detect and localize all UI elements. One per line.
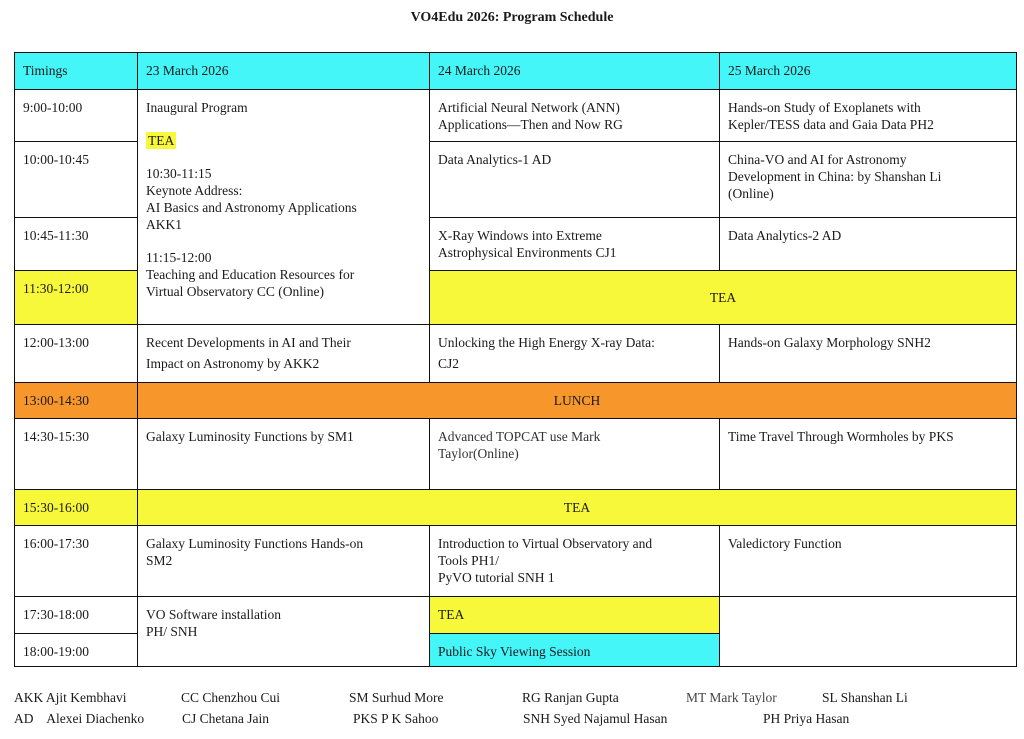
- time-cell: 14:30-15:30: [15, 419, 138, 490]
- session-text: CJ2: [438, 356, 460, 371]
- keynote-title: AI Basics and Astronomy Applications: [146, 200, 357, 215]
- keynote-label: Keynote Address:: [146, 183, 243, 198]
- schedule-row: [15, 597, 1017, 634]
- day1-morning-block: [138, 90, 430, 325]
- time-cell: 10:00-10:45: [15, 142, 138, 218]
- session-cell: [430, 325, 720, 383]
- header-row: [15, 53, 1017, 90]
- session-cell: [430, 419, 720, 490]
- session-text: Hands-on Study of Exoplanets with: [728, 100, 921, 115]
- session-cell: [430, 90, 720, 142]
- teaching-title-line2: Virtual Observatory CC (Online): [146, 284, 325, 299]
- session-text: VO Software installation: [146, 607, 281, 622]
- session-text: Astrophysical Environments CJ1: [438, 245, 617, 260]
- schedule-row: [15, 490, 1017, 526]
- keynote-time: 10:30-11:15: [146, 166, 212, 181]
- session-text: Kepler/TESS data and Gaia Data PH2: [728, 117, 934, 132]
- time-cell: 13:00-14:30: [15, 383, 138, 419]
- time-cell: 12:00-13:00: [15, 325, 138, 383]
- legend-item: CC Chenzhou Cui: [181, 690, 281, 705]
- schedule-row: [15, 325, 1017, 383]
- session-text: Advanced TOPCAT use Mark: [438, 429, 601, 444]
- legend-item: PH Priya Hasan: [763, 711, 850, 726]
- session-cell: Hands-on Galaxy Morphology SNH2: [720, 325, 1017, 383]
- tea-break-1530: TEA: [138, 490, 1017, 526]
- teaching-time: 11:15-12:00: [146, 250, 212, 265]
- session-text: China-VO and AI for Astronomy: [728, 152, 907, 167]
- empty-cell: [720, 597, 1017, 667]
- time-cell: 17:30-18:00: [15, 597, 138, 634]
- tea-break-1130: TEA: [430, 271, 1017, 325]
- time-cell: 9:00-10:00: [15, 90, 138, 142]
- legend-item: PKS P K Sahoo: [353, 711, 439, 726]
- header-timings: Timings: [15, 53, 138, 90]
- header-day1: 23 March 2026: [138, 53, 430, 90]
- session-text: (Online): [728, 186, 774, 201]
- time-cell: 15:30-16:00: [15, 490, 138, 526]
- session-text: Development in China: by Shanshan Li: [728, 169, 942, 184]
- session-text: Unlocking the High Energy X-ray Data:: [438, 335, 655, 350]
- keynote-speaker: AKK1: [146, 217, 182, 232]
- schedule-row: [15, 383, 1017, 419]
- session-text: Introduction to Virtual Observatory and: [438, 536, 653, 551]
- lunch-break: LUNCH: [138, 383, 1017, 419]
- session-text: Galaxy Luminosity Functions Hands-on: [146, 536, 364, 551]
- header-day3: 25 March 2026: [720, 53, 1017, 90]
- legend-item: RG Ranjan Gupta: [522, 690, 619, 705]
- schedule-table: [14, 52, 1017, 667]
- session-cell: [430, 526, 720, 597]
- legend-item: SM Surhud More: [349, 690, 444, 705]
- time-cell: 16:00-17:30: [15, 526, 138, 597]
- session-text: Taylor(Online): [438, 446, 519, 461]
- legend-item: AD Alexei Diachenko: [14, 711, 145, 726]
- session-text: Recent Developments in AI and Their: [146, 335, 351, 350]
- session-cell: [430, 218, 720, 271]
- session-cell: Data Analytics-2 AD: [720, 218, 1017, 271]
- teaching-title-line1: Teaching and Education Resources for: [146, 267, 355, 282]
- time-cell: 10:45-11:30: [15, 218, 138, 271]
- session-cell: Time Travel Through Wormholes by PKS: [720, 419, 1017, 490]
- legend-row: [14, 687, 1014, 708]
- legend-item: SNH Syed Najamul Hasan: [523, 711, 668, 726]
- session-text: PH/ SNH: [146, 624, 198, 639]
- session-text: X-Ray Windows into Extreme: [438, 228, 602, 243]
- speaker-legend: [14, 687, 1014, 729]
- time-cell: 18:00-19:00: [15, 634, 138, 667]
- time-cell: 11:30-12:00: [15, 271, 138, 325]
- page-title: VO4Edu 2026: Program Schedule: [410, 10, 614, 25]
- session-text: Impact on Astronomy by AKK2: [146, 356, 320, 371]
- session-cell: Valedictory Function: [720, 526, 1017, 597]
- schedule-row: [15, 526, 1017, 597]
- session-cell: [720, 142, 1017, 218]
- legend-item: SL Shanshan Li: [822, 690, 908, 705]
- session-text: Tools PH1/: [438, 553, 499, 568]
- session-text: PyVO tutorial SNH 1: [438, 570, 555, 585]
- session-text: SM2: [146, 553, 173, 568]
- legend-item: MT Mark Taylor: [686, 690, 777, 705]
- schedule-row: [15, 90, 1017, 142]
- session-text: Applications—Then and Now RG: [438, 117, 623, 132]
- session-cell: [138, 597, 430, 667]
- legend-row: [14, 708, 1014, 729]
- session-cell: Data Analytics-1 AD: [430, 142, 720, 218]
- session-text: Artificial Neural Network (ANN): [438, 100, 620, 115]
- session-cell: Galaxy Luminosity Functions by SM1: [138, 419, 430, 490]
- tea-highlight: TEA: [148, 133, 175, 148]
- legend-item: AKK Ajit Kembhavi: [14, 690, 127, 705]
- inaugural-program: Inaugural Program: [146, 100, 248, 115]
- tea-break-1730: TEA: [430, 597, 720, 634]
- schedule-row: [15, 419, 1017, 490]
- legend-item: CJ Chetana Jain: [182, 711, 269, 726]
- header-day2: 24 March 2026: [430, 53, 720, 90]
- session-cell: [720, 90, 1017, 142]
- session-cell: [138, 325, 430, 383]
- sky-viewing-session: Public Sky Viewing Session: [430, 634, 720, 667]
- session-cell: [138, 526, 430, 597]
